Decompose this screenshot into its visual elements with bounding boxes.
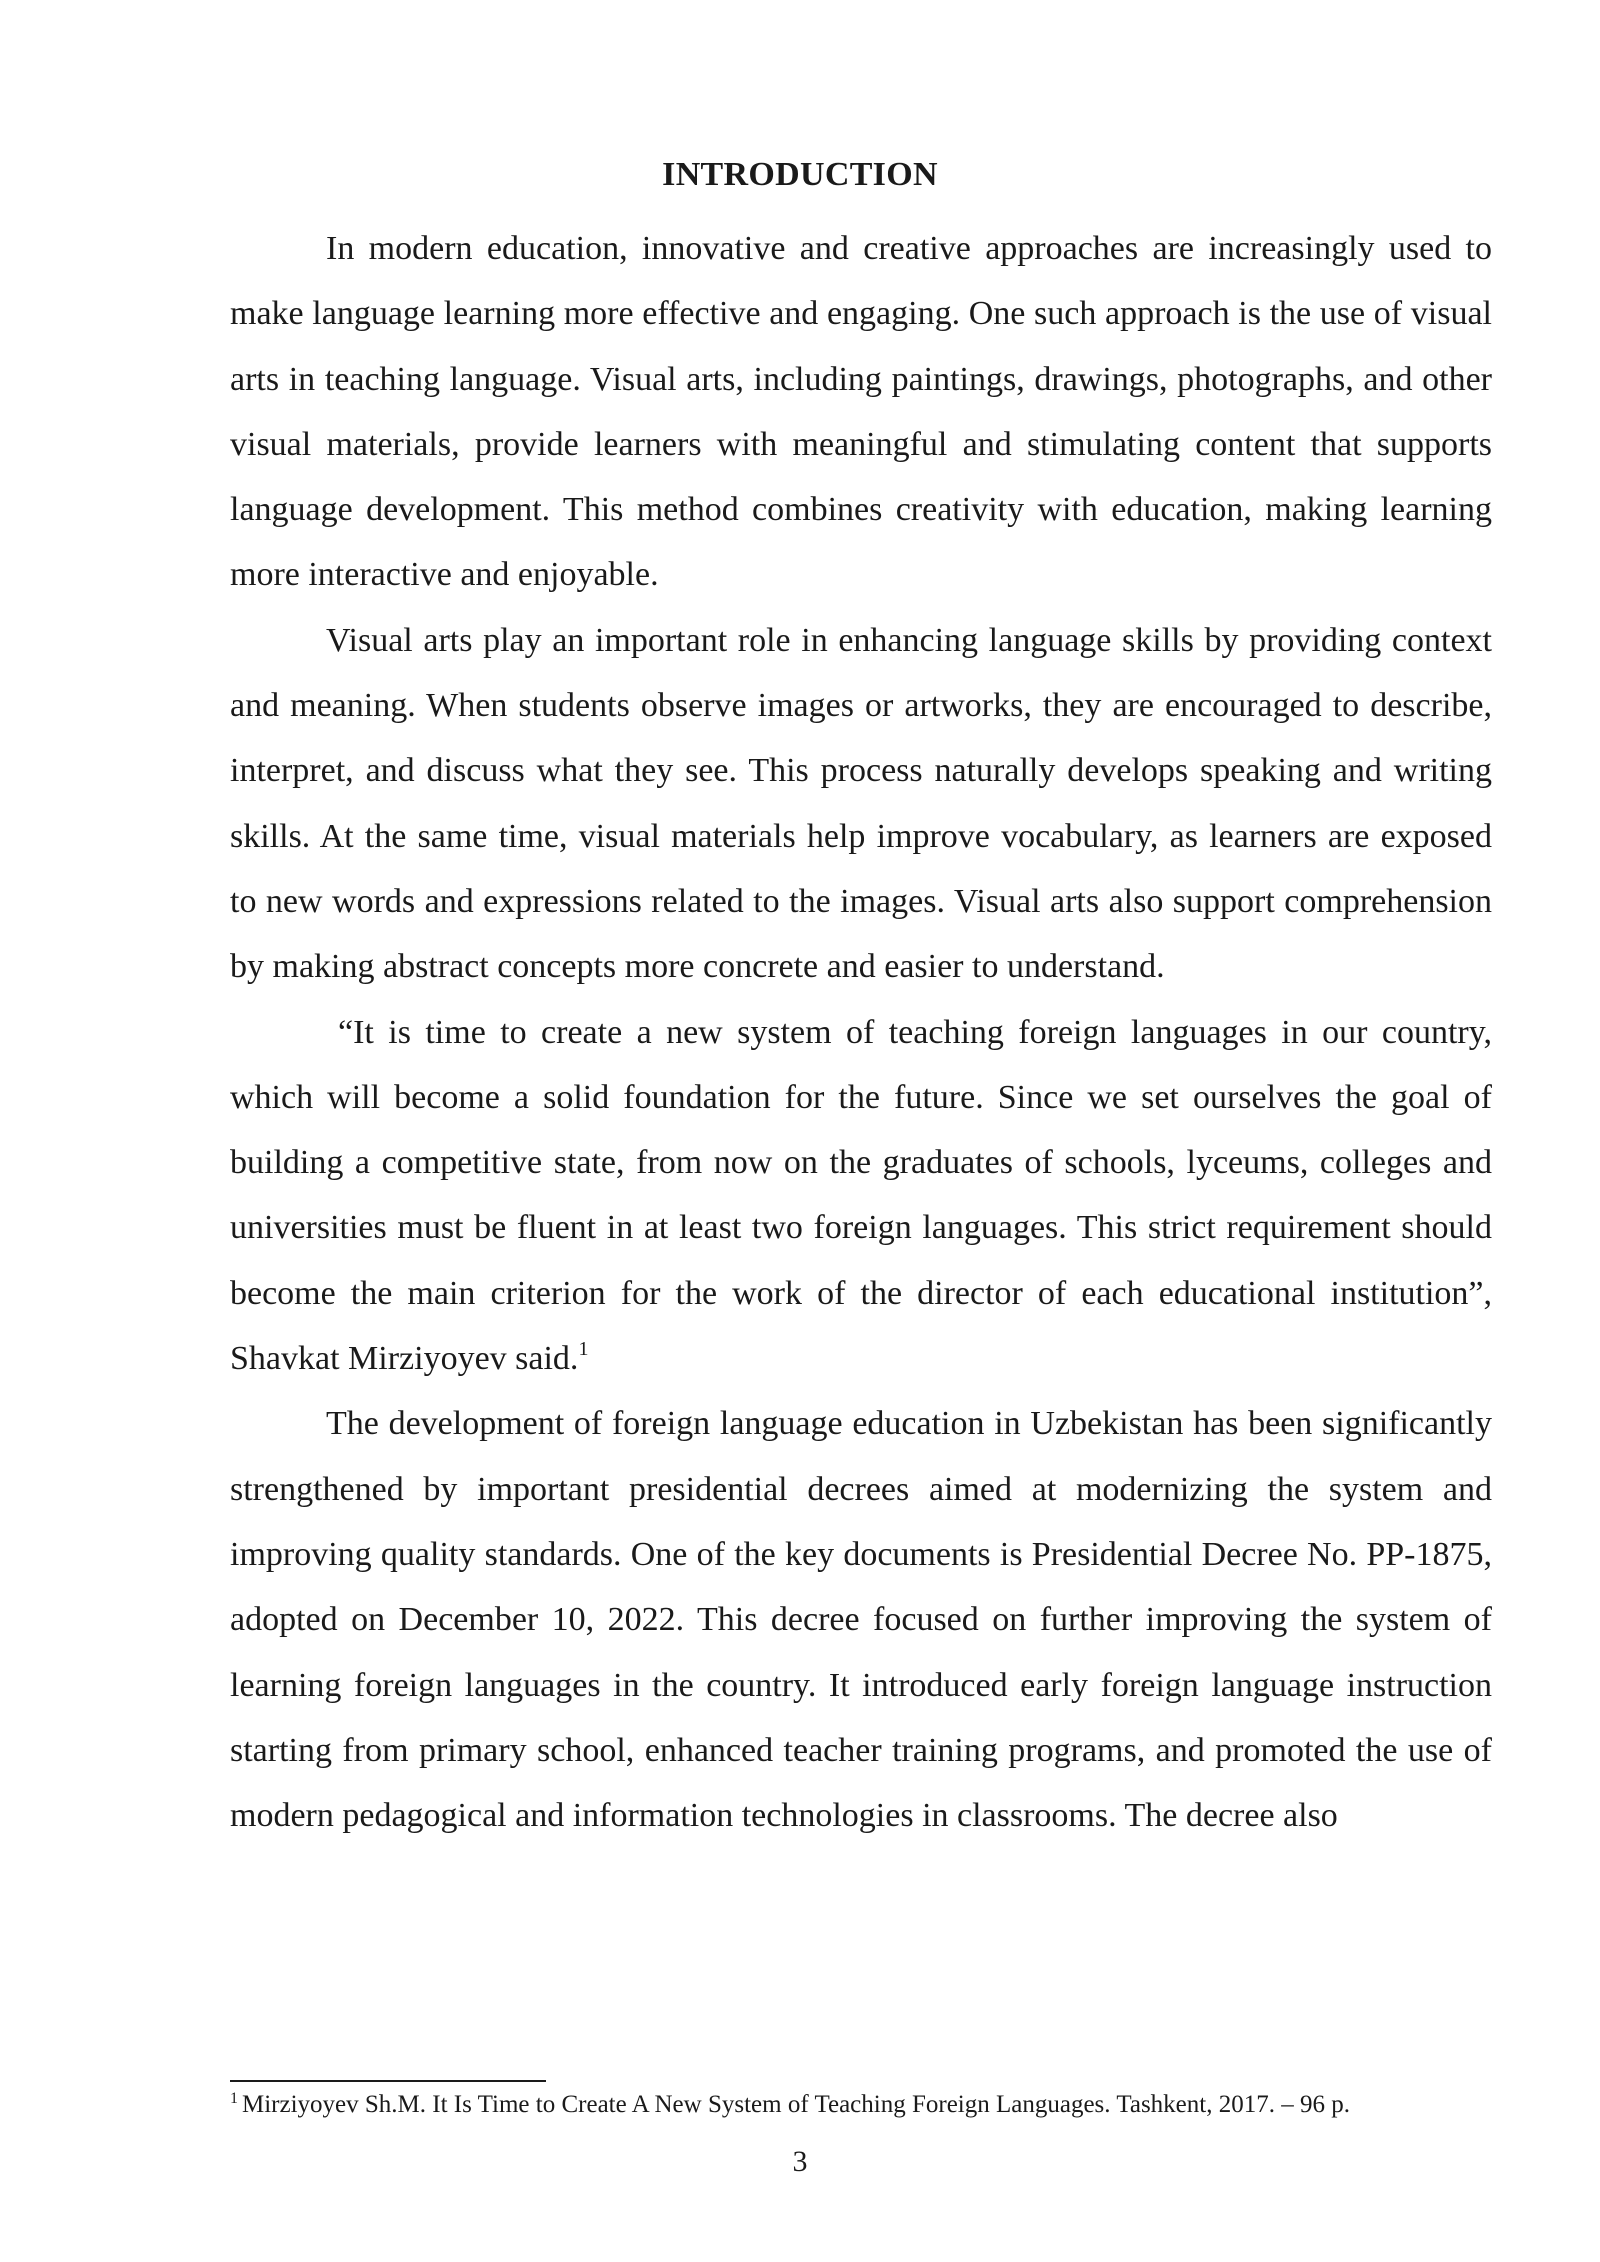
section-heading: INTRODUCTION [662,156,938,193]
quote-text: “It is time to create a new system of teaching foreign languages in our country, which will become a solid foundation for the future. Since we set ourselves the goal of building a competitive state, from now on the graduates of schools, lyceums, colleges and universities must be fluent in at least two foreign languages. This strict requirement should become the main criterion for the work of the director of each educational institution”, Shavkat Mirziyoyev said. [230,1013,1492,1378]
paragraph-2: Visual arts play an important role in enhancing language skills by providing context and meaning. When students observe images or artworks, they are encouraged to describe, interpret, and discuss what they see. This process naturally develops speaking and writing skills. At the same time, visual materials help improve vocabulary, as learners are exposed to new words and expressions related to the images. Visual arts also support comprehension by making abstract concepts more concrete and easier to understand. [230,621,1492,986]
paragraph-4: The development of foreign language education in Uzbekistan has been significantly strengthened by important presidential decrees aimed at modernizing the system and improving quality standards. One of the key documents is Presidential Decree No. PP-1875, adopted on December 10, 2022. This decree focused on further improving the system of learning foreign languages in the country. It introduced early foreign language instruction starting from primary school, enhanced teacher training programs, and promoted the use of modern pedagogical and information technologies in classrooms. The decree also [230,1405,1492,1835]
page-number: 3 [792,2145,808,2178]
footnote-separator [230,2080,546,2082]
body-text [230,216,1492,1848]
paragraph-3-quote [230,1000,1492,1392]
footnote-text: Mirziyoyev Sh.M. It Is Time to Create A New System of Teaching Foreign Languages. Tashkent, 2017. – 96 p. [242,2091,1350,2118]
footnote-reference[interactable]: 1 [578,1337,589,1360]
footnote [230,2088,1530,2122]
paragraph-1: In modern education, innovative and creative approaches are increasingly used to make language learning more effective and engaging. One such approach is the use of visual arts in teaching language. Visual arts, including paintings, drawings, photographs, and other visual materials, provide learners with meaningful and stimulating content that supports language development. This method combines creativity with education, making learning more interactive and enjoyable. [230,230,1492,594]
footnote-marker: 1 [230,2089,238,2107]
